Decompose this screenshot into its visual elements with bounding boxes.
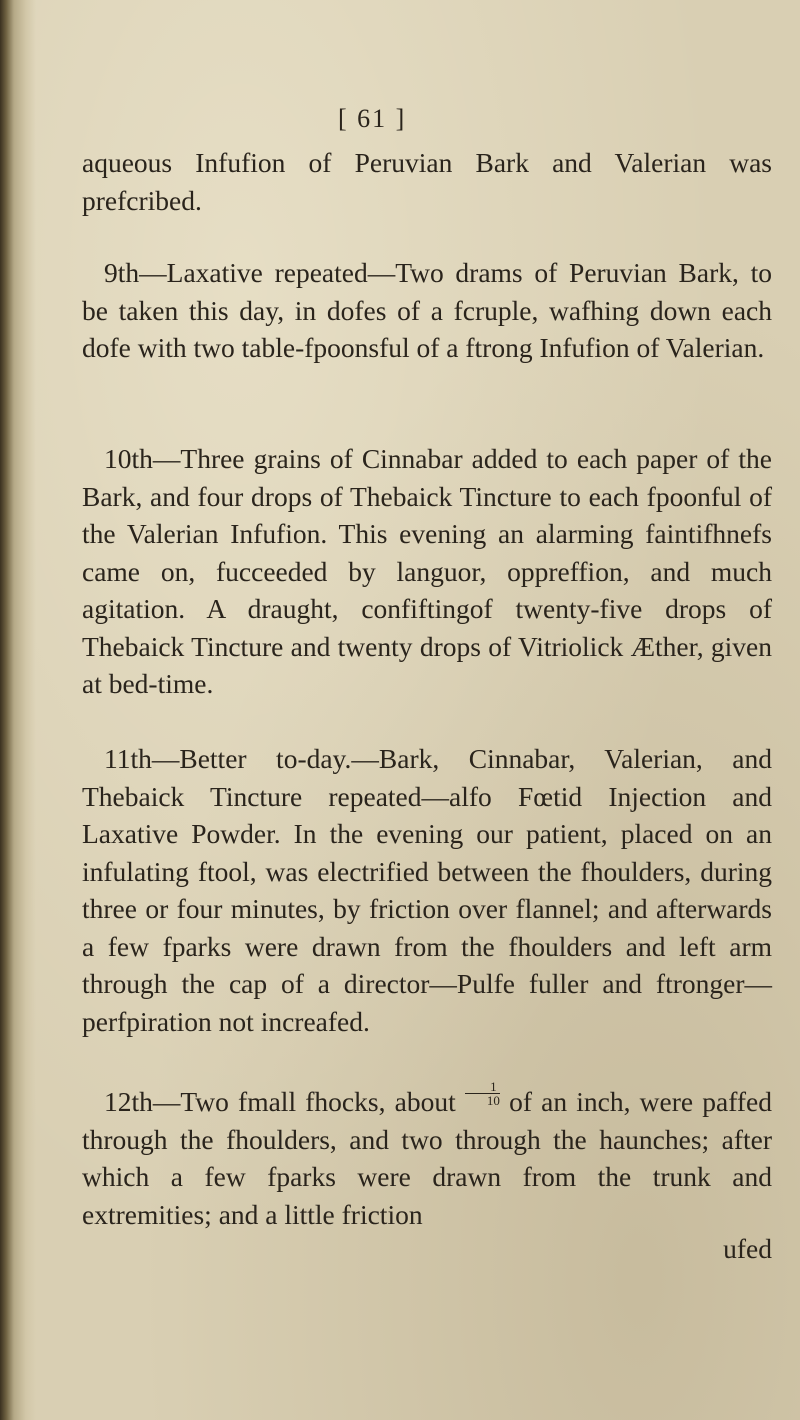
paragraph-12th [82, 1080, 772, 1233]
page-number: [ 61 ] [338, 104, 407, 133]
paragraph-10th: 10th—Three grains of Cinnabar added to each paper of the Bark, and four drops of Thebaick Tincture to each fpoonful of the Valerian Infufion. This evening an alarming faintifhnefs came on, fucceeded by languor, oppreffion, and much agitation. A draught, confiftingof twenty-five drops of Thebaick Tincture and twenty drops of Vitriolick Æther, given at bed-time. [82, 443, 772, 699]
paragraph-continuation: aqueous Infufion of Peruvian Bark and Valerian was prefcribed. [82, 147, 772, 216]
paragraph-9th: 9th—Laxative repeated—Two drams of Peruvian Bark, to be taken this day, in dofes of a fcruple, wafhing down each dofe with two table-fpoonsful of a ftrong Infufion of Valerian. [82, 257, 772, 363]
paragraph-12th-start: 12th—Two fmall fhocks, about [104, 1086, 456, 1117]
fraction-one-tenth [465, 1080, 500, 1107]
paragraph-11th: 11th—Better to-day.—Bark, Cinnabar, Valerian, and Thebaick Tincture repeated—alfo Fœtid Injection and Laxative Powder. In the evening our patient, placed on an infulating ftool, was electrified between the fhoulders, during three or four minutes, by friction over flannel; and afterwards a few fparks were drawn from the fhoulders and left arm through the cap of a director—Pulfe fuller and ftronger—perfpiration not increafed. [82, 743, 772, 1037]
fraction-denominator: 10 [465, 1093, 500, 1107]
paragraph-12th-rest: of an inch, were paffed through the fhoulders, and two through the haunches; after which a few fparks were drawn from the trunk and extremities; and a little friction [82, 1086, 772, 1230]
catchword: ufed [723, 1233, 772, 1264]
book-binding-edge [0, 0, 36, 1420]
document-page [82, 0, 772, 1420]
fraction-numerator: 1 [490, 1079, 497, 1094]
